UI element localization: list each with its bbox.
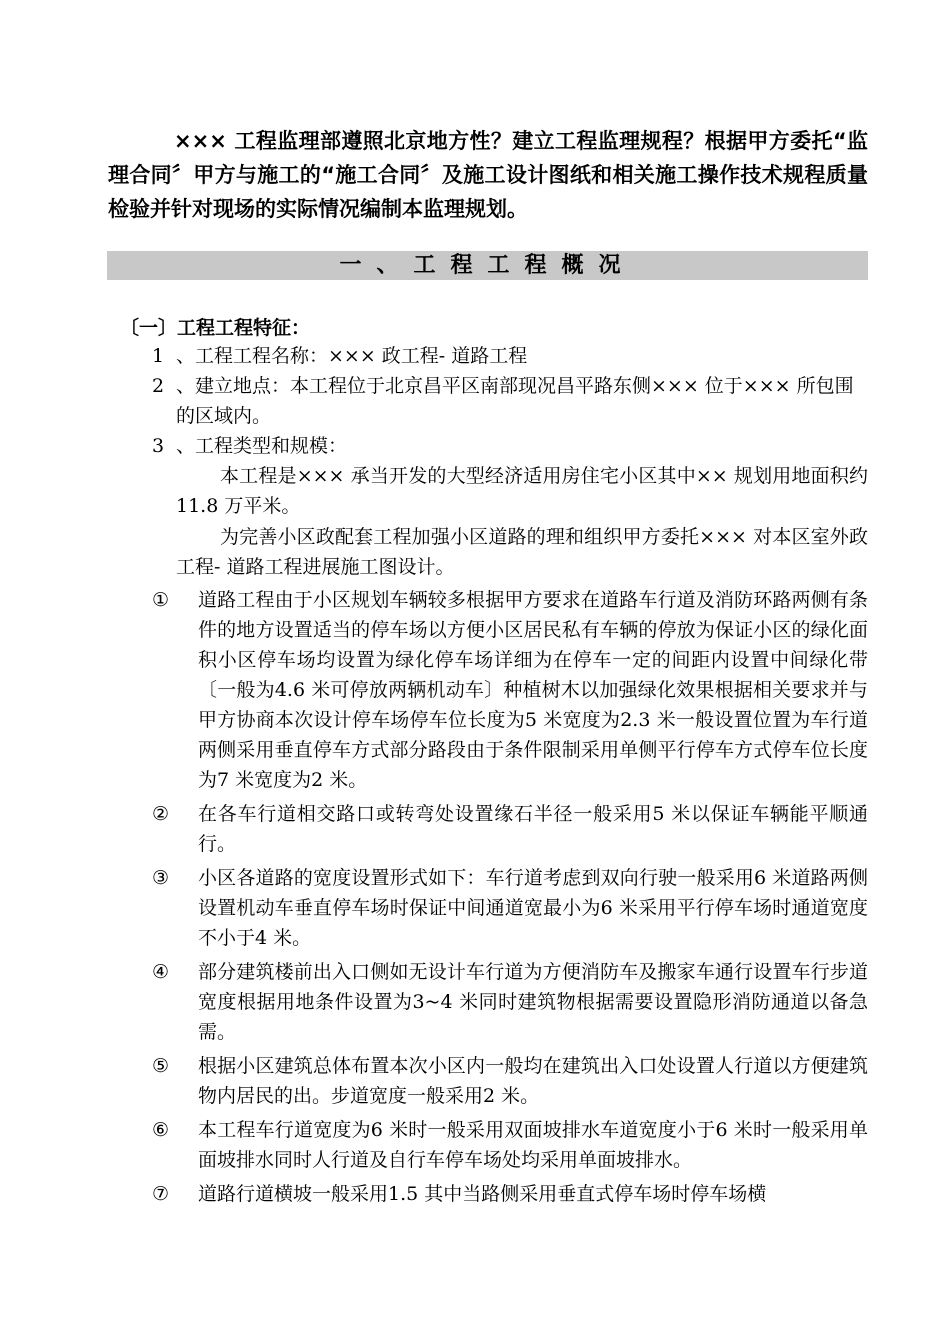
item-marker: ③ xyxy=(152,867,170,889)
item-text: 道路工程由于小区规划车辆较多根据甲方要求在道路车行道及消防环路两侧有条件的地方设置适当的停车场以方便小区居民私有车辆的停放为保证小区的绿化面积小区停车场均设置为绿化停车场详细为在停车一定的间距内设置中间绿化带〔一般为4.6 米可停放两辆机动车〕种植树木以加强绿化效果根据相关要求并与甲方协商本次设计停车场停车位长度为5 米宽度为2.3 米一般设置位置为车行道两侧采用垂直停车方式部分路段由于条件限制采用单侧平行停车方式停车位长度为7 米宽度为2 米。 xyxy=(198,589,868,791)
body-paragraph: 为完善小区政配套工程加强小区道路的理和组织甲方委托××× 对本区室外政工程- 道路工程进展施工图设计。 xyxy=(176,526,868,578)
body-paragraph: 本工程是××× 承当开发的大型经济适用房住宅小区其中×× 规划用地面积约11.8 万平米。 xyxy=(176,465,868,517)
item-marker: ⑦ xyxy=(152,1183,170,1205)
list-item xyxy=(152,863,868,953)
list-item xyxy=(152,371,868,431)
item-text: 、工程类型和规模： xyxy=(176,435,348,457)
item-marker: ④ xyxy=(152,961,170,983)
subsection-heading: 〔一〕工程工程特征： xyxy=(120,317,311,339)
item-marker: ② xyxy=(152,803,170,825)
item-text: 在各车行道相交路口或转弯处设置缘石半径一般采用5 米以保证车辆能平顺通行。 xyxy=(198,803,868,855)
list-item xyxy=(152,431,868,461)
item-number: 1 xyxy=(152,345,165,367)
section-heading: 一、工程工程概况 xyxy=(107,251,868,280)
item-text: 道路行道横坡一般采用1.5 其中当路侧采用垂直式停车场时停车场横 xyxy=(198,1183,767,1205)
intro-paragraph: ××× 工程监理部遵照北京地方性？建立工程监理规程？根据甲方委托“监理合同〞甲方与施工的“施工合同〞及施工设计图纸和相关施工操作技术规程质量检验并针对现场的实际情况编制本监理规划。 xyxy=(108,129,868,221)
numbered-list xyxy=(152,341,868,461)
item-text: 本工程车行道宽度为6 米时一般采用双面坡排水车道宽度小于6 米时一般采用单面坡排水同时人行道及自行车停车场处均采用单面坡排水。 xyxy=(198,1119,868,1171)
item-text: 、工程工程名称：××× 政工程- 道路工程 xyxy=(176,345,528,367)
list-item xyxy=(152,957,868,1047)
item-text: 根据小区建筑总体布置本次小区内一般均在建筑出入口处设置人行道以方便建筑物内居民的出。步道宽度一般采用2 米。 xyxy=(198,1055,868,1107)
list-item xyxy=(152,799,868,859)
list-item xyxy=(152,585,868,795)
list-item xyxy=(152,1179,868,1209)
list-item xyxy=(152,1115,868,1175)
item-marker: ⑥ xyxy=(152,1119,170,1141)
list-item xyxy=(152,341,868,371)
circled-list xyxy=(152,585,868,1209)
item-text: 小区各道路的宽度设置形式如下：车行道考虑到双向行驶一般采用6 米道路两侧设置机动车垂直停车场时保证中间通道宽最小为6 米采用平行停车场时通道宽度不小于4 米。 xyxy=(198,867,868,949)
item-number: 3 xyxy=(152,435,165,457)
item-text: 、建立地点：本工程位于北京昌平区南部现况昌平路东侧××× 位于××× 所包围的区域内。 xyxy=(176,375,854,427)
item-number: 2 xyxy=(152,375,165,397)
list-item xyxy=(152,1051,868,1111)
item-marker: ① xyxy=(152,589,170,611)
item-marker: ⑤ xyxy=(152,1055,170,1077)
item-text: 部分建筑楼前出入口侧如无设计车行道为方便消防车及搬家车通行设置车行步道宽度根据用地条件设置为3~4 米同时建筑物根据需要设置隐形消防通道以备急需。 xyxy=(198,961,868,1043)
